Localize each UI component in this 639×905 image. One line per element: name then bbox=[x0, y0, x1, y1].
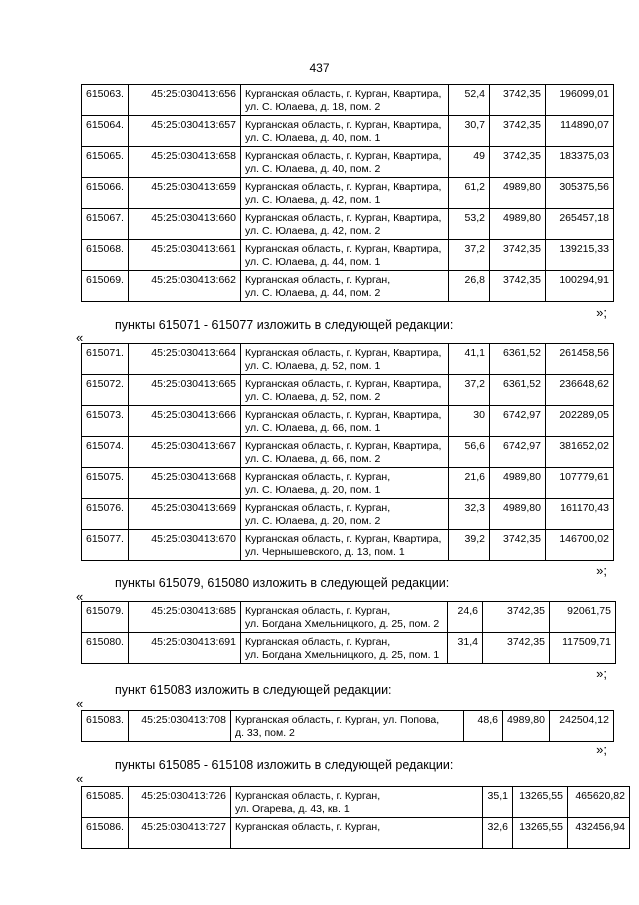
table-row bbox=[82, 602, 616, 633]
table-row bbox=[82, 787, 630, 818]
table-row bbox=[82, 344, 614, 375]
cell-item-number: 615067. bbox=[82, 209, 129, 240]
table-row bbox=[82, 116, 614, 147]
table-row bbox=[82, 178, 614, 209]
cell-unit-price: 3742,35 bbox=[482, 602, 549, 633]
cell-item-number: 615065. bbox=[82, 147, 129, 178]
cell-unit-price: 4989,80 bbox=[489, 178, 545, 209]
property-table-2 bbox=[81, 343, 614, 561]
cell-cadastral-number: 45:25:030413:708 bbox=[128, 711, 230, 742]
cell-total-value: 117509,71 bbox=[549, 633, 615, 664]
cell-unit-price: 6742,97 bbox=[489, 406, 545, 437]
cell-address: Курганская область, г. Курган, ул. Попова, д. 33, пом. 2 bbox=[230, 711, 463, 742]
end-quote-2: »; bbox=[596, 563, 607, 578]
cell-address: Курганская область, г. Курган, ул. Огарева, д. 43, кв. 1 bbox=[230, 787, 482, 818]
table-row bbox=[82, 209, 614, 240]
cell-total-value: 146700,02 bbox=[545, 530, 613, 561]
cell-unit-price: 3742,35 bbox=[489, 147, 545, 178]
cell-cadastral-number: 45:25:030413:658 bbox=[128, 147, 240, 178]
cell-total-value: 183375,03 bbox=[545, 147, 613, 178]
cell-item-number: 615073. bbox=[82, 406, 129, 437]
table-row bbox=[82, 633, 616, 664]
cell-cadastral-number: 45:25:030413:670 bbox=[128, 530, 240, 561]
cell-cadastral-number: 45:25:030413:661 bbox=[128, 240, 240, 271]
cell-unit-price: 13265,55 bbox=[512, 787, 567, 818]
cell-cadastral-number: 45:25:030413:667 bbox=[128, 437, 240, 468]
cell-area: 24,6 bbox=[447, 602, 482, 633]
cell-area: 37,2 bbox=[448, 240, 489, 271]
cell-address: Курганская область, г. Курган, bbox=[230, 818, 482, 849]
cell-total-value: 305375,56 bbox=[545, 178, 613, 209]
cell-area: 32,3 bbox=[448, 499, 489, 530]
cell-cadastral-number: 45:25:030413:659 bbox=[128, 178, 240, 209]
cell-total-value: 161170,43 bbox=[545, 499, 613, 530]
cell-address: Курганская область, г. Курган, ул. Богдана Хмельницкого, д. 25, пом. 2 bbox=[240, 602, 447, 633]
paragraph-items-615071-615077: пункты 615071 - 615077 изложить в следующей редакции: bbox=[115, 318, 454, 332]
cell-address: Курганская область, г. Курган, Квартира, ул. С. Юлаева, д. 40, пом. 1 bbox=[240, 116, 448, 147]
open-quote-2: « bbox=[76, 330, 84, 345]
cell-area: 37,2 bbox=[448, 375, 489, 406]
cell-area: 30 bbox=[448, 406, 489, 437]
cell-area: 52,4 bbox=[448, 85, 489, 116]
cell-area: 41,1 bbox=[448, 344, 489, 375]
cell-unit-price: 6742,97 bbox=[489, 437, 545, 468]
cell-cadastral-number: 45:25:030413:662 bbox=[128, 271, 240, 302]
cell-unit-price: 3742,35 bbox=[489, 116, 545, 147]
cell-item-number: 615072. bbox=[82, 375, 129, 406]
cell-address: Курганская область, г. Курган, Квартира, ул. С. Юлаева, д. 42, пом. 1 bbox=[240, 178, 448, 209]
cell-cadastral-number: 45:25:030413:666 bbox=[128, 406, 240, 437]
cell-item-number: 615068. bbox=[82, 240, 129, 271]
cell-unit-price: 3742,35 bbox=[489, 85, 545, 116]
cell-item-number: 615064. bbox=[82, 116, 129, 147]
cell-address: Курганская область, г. Курган, Квартира, ул. Чернышевского, д. 13, пом. 1 bbox=[240, 530, 448, 561]
cell-area: 39,2 bbox=[448, 530, 489, 561]
table-row bbox=[82, 437, 614, 468]
paragraph-items-615085-615108: пункты 615085 - 615108 изложить в следующей редакции: bbox=[115, 758, 454, 772]
cell-area: 56,6 bbox=[448, 437, 489, 468]
cell-area: 21,6 bbox=[448, 468, 489, 499]
cell-unit-price: 4989,80 bbox=[502, 711, 549, 742]
cell-unit-price: 4989,80 bbox=[489, 468, 545, 499]
cell-cadastral-number: 45:25:030413:668 bbox=[128, 468, 240, 499]
cell-address: Курганская область, г. Курган, Квартира, ул. С. Юлаева, д. 52, пом. 1 bbox=[240, 344, 448, 375]
cell-item-number: 615077. bbox=[82, 530, 129, 561]
cell-address: Курганская область, г. Курган, Квартира, ул. С. Юлаева, д. 40, пом. 2 bbox=[240, 147, 448, 178]
open-quote-4: « bbox=[76, 696, 84, 711]
cell-cadastral-number: 45:25:030413:685 bbox=[128, 602, 240, 633]
paragraph-item-615083: пункт 615083 изложить в следующей редакции: bbox=[115, 683, 392, 697]
table-row bbox=[82, 468, 614, 499]
cell-item-number: 615066. bbox=[82, 178, 129, 209]
cell-address: Курганская область, г. Курган, ул. С. Юлаева, д. 44, пом. 2 bbox=[240, 271, 448, 302]
cell-total-value: 265457,18 bbox=[545, 209, 613, 240]
cell-area: 30,7 bbox=[448, 116, 489, 147]
cell-total-value: 261458,56 bbox=[545, 344, 613, 375]
cell-cadastral-number: 45:25:030413:726 bbox=[128, 787, 230, 818]
open-quote-3: « bbox=[76, 589, 84, 604]
cell-total-value: 432456,94 bbox=[567, 818, 629, 849]
cell-total-value: 92061,75 bbox=[549, 602, 615, 633]
cell-unit-price: 3742,35 bbox=[489, 240, 545, 271]
cell-total-value: 465620,82 bbox=[567, 787, 629, 818]
table-row bbox=[82, 375, 614, 406]
cell-address: Курганская область, г. Курган, Квартира, ул. С. Юлаева, д. 44, пом. 1 bbox=[240, 240, 448, 271]
cell-total-value: 107779,61 bbox=[545, 468, 613, 499]
end-quote-4: »; bbox=[596, 742, 607, 757]
table-row bbox=[82, 406, 614, 437]
cell-address: Курганская область, г. Курган, ул. Богдана Хмельницкого, д. 25, пом. 1 bbox=[240, 633, 447, 664]
cell-item-number: 615079. bbox=[82, 602, 129, 633]
property-table-1 bbox=[81, 84, 614, 302]
cell-address: Курганская область, г. Курган, Квартира, ул. С. Юлаева, д. 52, пом. 2 bbox=[240, 375, 448, 406]
cell-item-number: 615069. bbox=[82, 271, 129, 302]
cell-unit-price: 6361,52 bbox=[489, 375, 545, 406]
cell-address: Курганская область, г. Курган, Квартира, ул. С. Юлаева, д. 66, пом. 1 bbox=[240, 406, 448, 437]
cell-unit-price: 13265,55 bbox=[512, 818, 567, 849]
cell-total-value: 139215,33 bbox=[545, 240, 613, 271]
cell-item-number: 615083. bbox=[82, 711, 129, 742]
cell-item-number: 615071. bbox=[82, 344, 129, 375]
cell-total-value: 236648,62 bbox=[545, 375, 613, 406]
cell-area: 49 bbox=[448, 147, 489, 178]
cell-item-number: 615080. bbox=[82, 633, 129, 664]
cell-cadastral-number: 45:25:030413:660 bbox=[128, 209, 240, 240]
cell-area: 26,8 bbox=[448, 271, 489, 302]
property-table-4 bbox=[81, 710, 614, 742]
cell-total-value: 242504,12 bbox=[549, 711, 613, 742]
table-row bbox=[82, 147, 614, 178]
table-row bbox=[82, 530, 614, 561]
cell-cadastral-number: 45:25:030413:665 bbox=[128, 375, 240, 406]
end-quote-1: »; bbox=[596, 305, 607, 320]
cell-area: 53,2 bbox=[448, 209, 489, 240]
cell-address: Курганская область, г. Курган, Квартира, ул. С. Юлаева, д. 66, пом. 2 bbox=[240, 437, 448, 468]
cell-total-value: 114890,07 bbox=[545, 116, 613, 147]
cell-unit-price: 3742,35 bbox=[489, 530, 545, 561]
cell-unit-price: 4989,80 bbox=[489, 499, 545, 530]
cell-cadastral-number: 45:25:030413:656 bbox=[128, 85, 240, 116]
cell-cadastral-number: 45:25:030413:664 bbox=[128, 344, 240, 375]
cell-total-value: 196099,01 bbox=[545, 85, 613, 116]
cell-total-value: 202289,05 bbox=[545, 406, 613, 437]
cell-cadastral-number: 45:25:030413:727 bbox=[128, 818, 230, 849]
table-row bbox=[82, 818, 630, 849]
cell-item-number: 615063. bbox=[82, 85, 129, 116]
paragraph-items-615079-615080: пункты 615079, 615080 изложить в следующей редакции: bbox=[115, 576, 450, 590]
table-row bbox=[82, 240, 614, 271]
cell-address: Курганская область, г. Курган, Квартира, ул. С. Юлаева, д. 42, пом. 2 bbox=[240, 209, 448, 240]
open-quote-5: « bbox=[76, 771, 84, 786]
cell-area: 35,1 bbox=[482, 787, 512, 818]
cell-address: Курганская область, г. Курган, Квартира, ул. С. Юлаева, д. 18, пом. 2 bbox=[240, 85, 448, 116]
cell-cadastral-number: 45:25:030413:669 bbox=[128, 499, 240, 530]
cell-total-value: 100294,91 bbox=[545, 271, 613, 302]
cell-cadastral-number: 45:25:030413:657 bbox=[128, 116, 240, 147]
cell-area: 61,2 bbox=[448, 178, 489, 209]
property-table-3 bbox=[81, 601, 616, 664]
cell-total-value: 381652,02 bbox=[545, 437, 613, 468]
cell-area: 31,4 bbox=[447, 633, 482, 664]
table-row bbox=[82, 711, 614, 742]
table-row bbox=[82, 499, 614, 530]
cell-item-number: 615085. bbox=[82, 787, 129, 818]
cell-item-number: 615075. bbox=[82, 468, 129, 499]
cell-unit-price: 3742,35 bbox=[489, 271, 545, 302]
table-row bbox=[82, 85, 614, 116]
cell-area: 48,6 bbox=[463, 711, 502, 742]
cell-address: Курганская область, г. Курган, ул. С. Юлаева, д. 20, пом. 1 bbox=[240, 468, 448, 499]
cell-area: 32,6 bbox=[482, 818, 512, 849]
cell-unit-price: 3742,35 bbox=[482, 633, 549, 664]
property-table-5 bbox=[81, 786, 630, 849]
end-quote-3: »; bbox=[596, 666, 607, 681]
cell-unit-price: 4989,80 bbox=[489, 209, 545, 240]
cell-unit-price: 6361,52 bbox=[489, 344, 545, 375]
cell-item-number: 615076. bbox=[82, 499, 129, 530]
page-number: 437 bbox=[309, 61, 330, 75]
cell-cadastral-number: 45:25:030413:691 bbox=[128, 633, 240, 664]
cell-item-number: 615086. bbox=[82, 818, 129, 849]
cell-item-number: 615074. bbox=[82, 437, 129, 468]
cell-address: Курганская область, г. Курган, ул. С. Юлаева, д. 20, пом. 2 bbox=[240, 499, 448, 530]
table-row bbox=[82, 271, 614, 302]
